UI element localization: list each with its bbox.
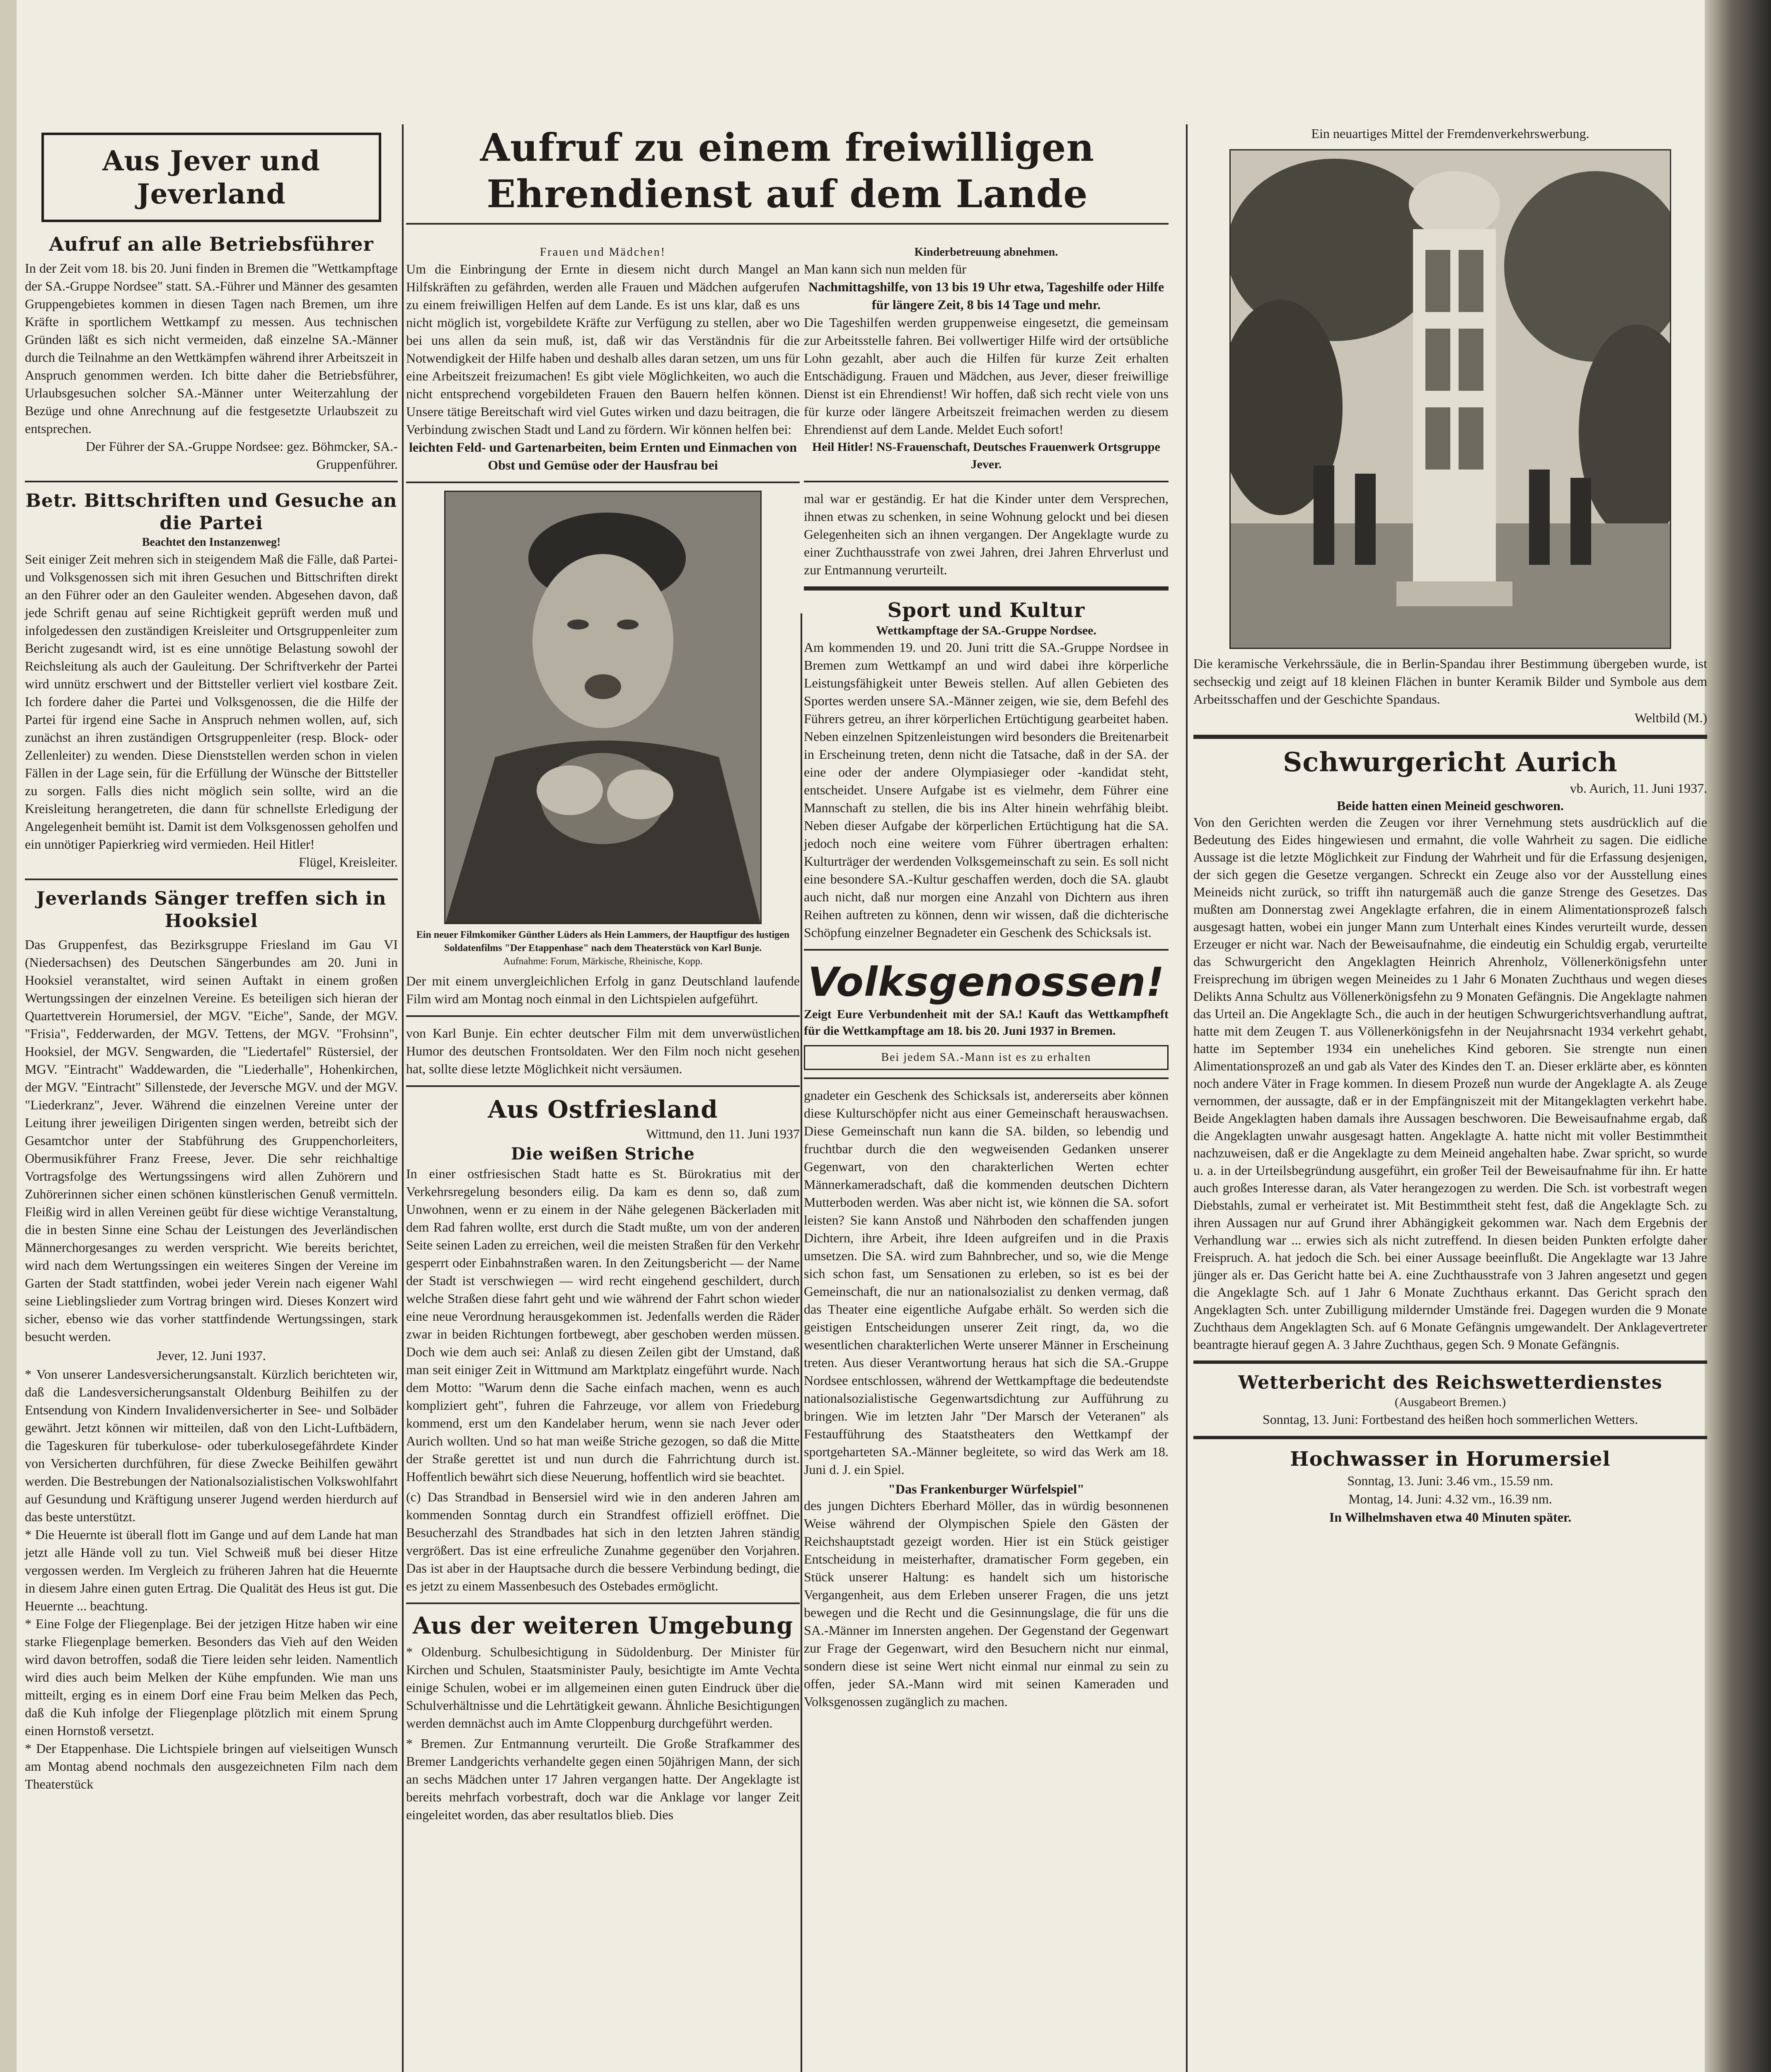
photo-title: Ein neuartiges Mittel der Fremdenverkehrswerbung. [1311,126,1590,141]
article-body: mal war er geständig. Er hat die Kinder unter dem Versprechen, ihnen etwas zu schenken, in seine Wohnung gelockt und bei diesen Gelegenheiten sich an ihnen vergangen. Der Angeklagte wurde zu einer Zuchthausstrafe von zwei Jahren, drei Jahren Ehrverlust und zur Entmannung verurteilt. [804,491,1169,577]
section-header: Aus Jever und Jeverland [102,145,320,210]
divider [804,1077,1169,1079]
advert-box [804,1045,1169,1070]
divider [406,1085,800,1087]
article-body: * Oldenburg. Schulbesichtigung in Südoldenburg. Der Minister für Kirchen und Schulen, Staatsminister Pauly, besichtigte im Amte Vechta einige Schulen, wobei er im allgemeinen einen guten Eindruck über die Schulverhältnisse und die Lehrtätigkeit gewann. Ähnliche Besichtigungen werden demnächst auch im Amte Cloppenburg durchgeführt werden. [406,1644,800,1731]
column-1 [25,133,398,1793]
play-title: "Das Frankenburger Würfelspiel" [888,1481,1084,1496]
previous-page-edge [0,0,17,2072]
divider [804,949,1169,951]
article-body: von Karl Bunje. Ein echter deutscher Film mit dem unverwüstlichen Humor des deutschen Frontsoldaten. Wer den Film noch nicht gesehen hat, sollte diese letzte Möglichkeit nicht versäumen. [406,1026,800,1076]
article-body: Am kommenden 19. und 20. Juni tritt die SA.-Gruppe Nordsee in Bremen zum Wettkampf an und wird dabei ihre körperliche Leistungsfähigkeit unter Beweis stellen. Auf allen Gebieten des Sportes werden unsere SA.-Männer zeigen, wie sie, dem Befehl des Führers getreu, an ihrer körperlichen Ertüchtigung gearbeitet haben. Neben einzelnen Spitzenleistungen wird besonders die Breitenarbeit in Erscheinung treten, denn nicht die Tatsache, daß in der SA. der eine oder der andere Olympiasieger oder -kandidat steht, entscheidet. Unsere Aufgabe ist es vielmehr, dem Führer eine Mannschaft zu stellen, die bis ins Alter hinein wehrfähig bleibt. Neben dieser Aufgabe der körperlichen Ertüchtigung hat die SA. jedoch noch eine weitere vom Führer übertragen erhalten: Kulturträger der werdenden Volksgemeinschaft zu sein. Es soll nicht eine besondere SA.-Kultur geschaffen werden, doch die SA. glaubt auch nicht, daß nur morgen eine Anzahl von Dichtern aus ihren Reihen auftreten zu können, denn wir wissen, daß die dichterische Schöpfung einzelner Begnadeter ein Geschenk des Schicksals ist. [804,640,1169,940]
divider [406,1602,800,1604]
photo-credit: Aufnahme: Forum, Märkische, Rheinische, Kopp. [503,956,703,967]
section-header-box [41,133,381,222]
article-subtitle: Wettkampftage der SA.-Gruppe Nordsee. [876,624,1096,637]
article-title: Betr. Bittschriften und Gesuche an die Partei [25,490,397,534]
article-body: Das Gruppenfest, das Bezirksgruppe Friesland im Gau VI (Niedersachsen) des Deutschen Sängerbundes am 20. Juni in Hooksiel veranstaltet, wird seinen Auftakt in einem großen Wertungssingen der einzelnen Vereine. Es beteiligen sich hieran der Quartettverein Horumersiel, der MGV. "Eiche", Sande, der MGV. "Frisia", Fedderwarden, der MGV. Tettens, der MGV. "Frohsinn", Hooksiel, der MGV. Sengwarden, die "Liedertafel" Rüstersiel, der MGV. "Eintracht" Waddewarden, die "Liederhalle", Hohenkirchen, der MGV. "Eintracht" Sillenstede, der Jeversche MGV. und der MGV. "Liederkranz", Jever. Während die einzelnen Vereine unter der Leitung ihrer jeweiligen Dirigenten singen werden, betreibt sich der Gesamtchor unter der Stabführung des Gruppenchorleiters, Obermusikführer Franz Freese, Jever. Die sehr reichhaltige Vortragsfolge des Wertungssingens wird allen Zuhörern und Zuhörerinnen sicher einen schönen künstlerischen Genuß vermitteln. Fleißig wird in allen Vereinen geübt für diese wichtige Veranstaltung, die in besten Sinne eine Schau der Leistungen des Jeverländischen Männerchorgesanges zu werden verspricht. Wie bereits berichtet, wird nach dem Wertungssingen ein weiteres Singen der Vereine im Garten der Stadt stattfinden, wobei jeder Verein nach eigener Wahl seine Lieblingslieder zum Vortrag bringen wird. Dieses Konzert wird sicher, ebenso wie das vorher stattfindende Wertungssingen, stark besucht werden. [25,937,398,1344]
column-4 [1193,124,1707,1526]
article-body: gnadeter ein Geschenk des Schicksals ist, andererseits aber können diese Kulturschöpfer nicht aus einer Gemeinschaft herauswachsen. Diese Gemeinschaft nun kann die SA. bilden, so lebendig und fruchtbar durch die den wegweisenden Gedanken unserer Gegenwart, von den charakterlichen Werten echter Männerkameradschaft, daß die kommenden deutschen Dichtern Mutterboden werden. Was aber nicht ist, wie können die SA. sofort leisten? Sie kann Anstoß und Nährboden den schaffenden jungen Dichtern, ihre Arbeit, ihre Ideen aufgreifen und in die Praxis umsetzen. Die SA. wird zum Bahnbrecher, und so, wie die Menge sich schon fast, um Sensationen zu erleben, so ist es bei der Gemeinschaft, die nur an nationalsozialist zu denken vermag, daß das Theater eine eigentliche Aufgabe erhält. So werden sich die geistigen Entscheidungen unserer Zeit ringt, da, wo die wesentlichen charakterlichen Werte unserer Männer in Erscheinung treten. Aus dieser Verantwortung heraus hat sich die SA.-Gruppe Nordsee entschlossen, während der Wettkampftage die bedeutendste nationalsozialistische Gegenwartsdichtung zur Aufführung zu bringen. Wie im letzten Jahr "Der Marsch der Veteranen" als Festaufführung des Staatstheaters den Wettkampf der sportgeharteten SA.-Männer begleitete, so wird das Werk am 18. Juni d. J. ein Spiel. [804,1088,1169,1477]
article-body: * Von unserer Landesversicherungsanstalt. Kürzlich berichteten wir, daß die Landesversicherungsanstalt Oldenburg Beihilfen zu der Entsendung von Kindern Invalidenversicherter in See- und Solbäder gewährt. Jetzt können wir mitteilen, daß von den Licht-Luftbädern, die Tageskuren für tuberkulose- oder tuberkulosegefährdete Kinder von Versicherten durchführen, für diese Zwecke Beihilfen gewährt werden. Die Bestrebungen der Nationalsozialistischen Volkswohlfahrt auf Gesundung und Kräftigung unserer Jugend werden hierdurch auf das beste unterstützt. [25,1367,398,1524]
column-photo [1229,149,1671,649]
tide-line: Sonntag, 13. Juni: 3.46 vm., 15.59 nm. [1347,1473,1553,1488]
advert-body: Zeigt Eure Verbundenheit mit der SA.! Kauft das Wettkampfheft für die Wettkampftage am 18. bis 20. Juni 1937 in Bremen. [804,1007,1169,1038]
divider [25,879,398,880]
article-body: Von den Gerichten werden die Zeugen vor ihrer Vernehmung stets ausdrücklich auf die Bedeutung des Eides hingewiesen und ermahnt, die volle Wahrheit zu sagen. Die eidliche Aussage ist die letzte Möglichkeit zur Findung der Wahrheit und für die Erfassung desjenigen, der sich gegen die Gesetze vergangen. Schreckt ein Zeuge also vor der Ausstellung eines Meineids nicht zurück, so trifft ihn naturgemäß auch die ganze Strenge des Gesetzes. Das mußten am Donnerstag zwei Angeklagte erfahren, die in einem Alimentationsprozeß falsch ausgesagt hatten, wobei ein junger Mann zum Unterhalt eines Kindes verurteilt wurde, dessen Erzeuger er nicht war. Nach der Beweisaufnahme, die eindeutig ein Schuldig ergab, verurteilte das Schwurgericht den Angeklagten Heinrich Ahrenholz, Völlenerkönigsfehn unter Freisprechung im übrigen wegen Meineides zu 1 Jahr 6 Monaten Zuchthaus und wegen dieses Delikts Anna Schultz aus Völlenerkönigsfehn zu 9 Monaten Gefängnis. Die Angeklagte nahmen das Urteil an. Die Angeklagte Sch., die auch in der heutigen Schwurgerichtsverhandlung auftrat, hatte mit dem Zeugen T. aus Völlenerkönigsfehn in der Neujahrsnacht 1934 verkehrt gehabt, hatte im September 1934 ein uneheliches Kind geboren. Sie strengte nun einen Alimentationsprozeß an und gab als Vater des Kindes den T. an. Dieser erklärte aber, es könnten noch andere Väter in Frage kommen. In diesem Prozeß nun wurde der Angeklagte A. als Zeuge vernommen, der aussagte, daß er in der Empfängniszeit mit der Mitangeklagten verkehrt habe. Beide Angeklagten haben damals ihre Aussagen beschworen. Die Beweisaufnahme ergab, daß die Angeklagten unwahr ausgesagt hatten. Angeklagte A. hatte nicht mit voller Bestimmtheit nachzuweisen, daß er die Angeklagte zu dem Meineid angehalten habe. Zwar spricht, so wurde u. a. in der Urteilsbegründung ausgeführt, ein großer Teil der Beweisaufnahme für ihn. Er hatte auch großes Interesse daran, als Vater herangezogen zu werden. Die Sch. ist vorbestraft wegen Diebstahls, zumal er verheiratet ist. Mit Bestimmtheit steht fest, daß die Angeklagte Sch. zu ihren Aussagen nur auf Grund ihrer Abhängigkeit gekommen war. Nach dem Ergebnis der Verhandlung war ... erwies sich als nicht zutreffend. In diesen beiden Punkten erfolgte daher Freispruch. A. hat jedoch die Sch. bei einer Aussage beeinflußt. Die Angeklagte war 13 Jahre jünger als er. Das Gericht hatte bei A. eine Zuchthausstrafe von 3 Jahren angesetzt und gegen die Angeklagte Sch. auf 1 Jahr 6 Monate Zuchthaus erkannt. Das Gericht sprach den Angeklagten Sch. unter Zubilligung mildernder Umstände frei. Dagegen wurden die 9 Monate Zuchthaus dem Angeklagten Sch. auf 6 Monate Gefängnis umgewandelt. Der Anklagevertreter beantragte hierauf gegen A. 3 Jahre Zuchthaus, gegen Sch. 9 Monate Gefängnis. [1193,815,1707,1352]
column-3 [804,244,1169,1711]
divider [1193,735,1707,739]
article-signature: Der Führer der SA.-Gruppe Nordsee: gez. Böhmcker, SA.-Gruppenführer. [85,439,398,472]
divider [804,481,1169,482]
section-title: Aus der weiteren Umgebung [412,1612,794,1639]
weather-subtitle: (Ausgabeort Bremen.) [1394,1395,1506,1409]
section-title: Aus Ostfriesland [488,1095,718,1123]
appeal-list: Nachmittagshilfe, von 13 bis 19 Uhr etwa, Tageshilfe oder Hilfe für längere Zeit, 8 bis 14 Tage und mehr. [808,279,1164,312]
photo-caption: Ein neuer Filmkomiker Günther Lüders als Hein Lammers, der Hauptfigur des lustigen Soldatenfilms "Der Etappenhase" nach dem Theaterstück von Karl Bunje. [416,929,790,954]
divider [406,223,1169,225]
appeal-subtitle: Kinderbetreuung abnehmen. [914,246,1058,259]
weather-title: Wetterbericht des Reichswetterdienstes [1238,1372,1662,1393]
main-headline-block [406,124,1169,230]
traffic-column-image [1231,150,1670,648]
appeal-intro: Frauen und Mädchen! [540,246,666,259]
photo-credit: Weltbild (M.) [1634,710,1707,725]
appeal-body: Man kann sich nun melden für [804,261,966,276]
column-rule [1186,124,1188,2072]
weather-body: Sonntag, 13. Juni: Fortbestand des heißen hoch sommerlichen Wetters. [1262,1412,1638,1427]
article-title: Schwurgericht Aurich [1283,747,1618,778]
soldier-portrait-image [445,492,760,923]
article-body: * Die Heuernte ist überall flott im Gange und auf dem Lande hat man jetzt alle Hände voll zu tun. Viel Schweiß muß bei dieser Hitze vergossen werden. Im Vergleich zu früheren Jahren hat die Heuernte in diesem Jahre einen guten Ertrag. Die Qualität des Heus ist gut. Die Heuernte ... beachtung. [25,1527,398,1613]
advert-headline: Volksgenossen! [808,959,1165,1005]
column-rule [801,613,802,2072]
article-signature: Flügel, Kreisleiter. [298,854,398,869]
article-title: Jeverlands Sänger treffen sich in Hooksiel [36,888,387,932]
divider [1193,1360,1707,1364]
tide-title: Hochwasser in Horumersiel [1290,1447,1611,1471]
film-photo [444,491,762,924]
article-body: des jungen Dichters Eberhard Möller, das in würdig besonnenen Weise während der Olympischen Spiele den Gästen der Reichshauptstadt gezeigt worden. Hier ist ein Stück geistiger Entscheidung in meisterhafter, dramatischer Form gegeben, ein Stück unserer Haltung: es handelt sich um historische Vergangenheit, aus dem Erleben unserer Fragen, die uns jetzt bewegen und die Recht und die Gesinnungslage, die für uns die SA.-Männer im Innersten angehen. Der Gegenstand der Gegenwart zur Frage der Gegenwart, wird den Besuchern nicht nur einmal, sondern diese ist seine Wert nicht einmal nur einmal zu sein zu offen, jeder SA.-Mann wird mit seinen Kameraden und Volksgenossen zugänglich zu machen. [804,1498,1169,1709]
article-body: * Der Etappenhase. Die Lichtspiele bringen auf vielseitigen Wunsch am Montag abend nochmals den ausgezeichneten Film nach dem Theaterstück [25,1741,398,1791]
divider [406,1015,800,1017]
article-body: In einer ostfriesischen Stadt hatte es St. Bürokratius mit der Verkehrsregelung besonders eilig. Da kam es denn so, daß zum Unwohnen, wenn er zu einem in der Nähe gelegenen Bäckerladen mit dem Rad fahren wollte, erst durch die Stadt mußte, um von der anderen Seite seinen Laden zu erreichen, weil die meisten Straßen für den Verkehr gesperrt oder Einbahnstraßen waren. In den Zeitungsbericht — der Name der Stadt ist verschwiegen — wird recht eingehend geschildert, durch welche Straßen diese fahrt geht und wie während der Fahrt schon wieder eine neue Verordnung herausgekommen ist. Jedenfalls werden die Räder zwar in beiden Richtungen fortbewegt, aber geschoben werden müssen. Doch wie dem auch sei: Anlaß zu diesen Zeilen gibt der Umstand, daß man seit einiger Zeit in Wittmund am Marktplatz eingeführt wurde. Nach dem Motto: "Warum denn die Sache einfach machen, wenn es auch kompliziert geht", fuhren die Fahrzeuge, vor allem von Friedeburg kommend, erst um den Kandelaber herum, wenn sie nach Jever oder Aurich wollten. Und so hat man weiße Striche gezogen, so daß die Mitte der Straße gerettet ist und nun durch die Fahrrichtung durch ist. Hoffentlich bewährt sich diese Neuerung, hoffentlich wird sie beachtet. [406,1166,800,1484]
section-title: Sport und Kultur [887,599,1085,622]
appeal-body: Die Tageshilfen werden gruppenweise eingesetzt, die gemeinsam zur Arbeitsstelle fahren. Bei vollwertiger Hilfe wird der ortsübliche Lohn gezahlt, aber auch die Hilfen für kurze Zeit erhalten Entschädigung. Frauen und Mädchen, aus Jever, dieser freiwillige Dienst ist ein Ehrendienst! Wir hoffen, daß sich recht viele von uns für kurze oder längere Arbeitszeit freimachen werden zu diesem Ehrendienst auf dem Lande. Meldet Euch sofort! [804,315,1169,437]
tide-line: Montag, 14. Juni: 4.32 vm., 16.39 nm. [1348,1491,1552,1506]
binding-edge [1705,0,1771,2072]
photo-caption: Die keramische Verkehrssäule, die in Berlin-Spandau ihrer Bestimmung übergeben wurde, ist sechseckig und zeigt auf 18 kleinen Flächen in bunter Keramik Bilder und Symbole aus dem Arbeitsschaffen und der Geschichte Spandaus. [1193,656,1707,707]
tide-line: In Wilhelmshaven etwa 40 Minuten später. [1329,1510,1572,1525]
dateline: vb. Aurich, 11. Juni 1937. [1570,781,1707,796]
divider [406,482,800,483]
appeal-body: Um die Einbringung der Ernte in diesem nicht durch Mangel an Hilfskräften zu gefährden, werden alle Frauen und Mädchen aufgerufen zu einem freiwilligen Helfen auf dem Lande. Es ist uns klar, daß es uns nicht möglich ist, vorgebildete Kräfte zur Verfügung zu stellen, aber wo bei uns allen da sein muß, ist, daß wir das Verständnis für die Notwendigkeit der Hilfe haben und deshalb alles daran setzen, um uns für eine Arbeitszeit freizumachen! Es gibt viele Möglichkeiten, wo auch die nicht entsprechend vorgebildeten Frauen den Bauern helfen können. Unsere tätige Bereitschaft wird viel Gutes wirken und dazu beitragen, die Verbindung zwischen Stadt und Land zu fördern. Wir können helfen bei: [406,261,800,437]
article-body: In der Zeit vom 18. bis 20. Juni finden in Bremen die "Wettkampftage der SA.-Gruppe Nordsee" statt. SA.-Führer und Männer des gesamten Gruppengebietes kommen in diesen Tagen nach Bremen, um ihre Kräfte in sportlichem Wettkampf zu messen. Aus technischen Gründen läßt es sich nicht vermeiden, daß einzelne SA.-Männer durch die Teilnahme an den Wettkämpfen während ihrer Arbeitszeit in Anspruch genommen werden. Ich bitte daher die Betriebsführer, Urlaubsgesuchen solcher SA.-Männer unter Weiterzahlung der Bezüge und ohne Anrechnung auf die festgesetzte Urlaubszeit zu entsprechen. [25,261,398,436]
article-body: (c) Das Strandbad in Bensersiel wird wie in den anderen Jahren am kommenden Sonntag durch ein Strandfest offiziell eröffnet. Die Besucherzahl des Strandbades hat sich in den letzten Jahren ständig vergrößert. Das ist eine erfreuliche Zunahme gegenüber den Vorjahren. Das ist aber in der Hauptsache durch die bessere Verbindung bedingt, die es jetzt zu einem Massenbesuch des Ostebades ermöglicht. [406,1489,800,1593]
dateline: Wittmund, den 11. Juni 1937 [646,1126,800,1141]
article-title: Aufruf an alle Betriebsführer [49,233,374,255]
column-rule [402,124,404,2072]
column-2 [406,244,800,1824]
dateline: Jever, 12. Juni 1937. [157,1348,266,1363]
divider [1193,1436,1707,1439]
article-body: * Eine Folge der Fliegenplage. Bei der jetzigen Hitze haben wir eine starke Fliegenplage bemerken. Besonders das Vieh auf den Weiden wird davon betroffen, sodaß die Tiere leiden sehr leiden. Namentlich wird dies auch beim Melken der Kühe empfunden. Wie man uns mitteilt, erging es in einem Dorf eine Frau beim Melken das Pech, daß die Kuh infolge der Fliegenplage plötzlich mit einem Sprung einen Hornstoß versetzt. [25,1616,398,1738]
divider [25,481,398,482]
article-body: * Bremen. Zur Entmannung verurteilt. Die Große Strafkammer des Bremer Landgerichts verhandelte gegen einen 50jährigen Mann, der sich an sechs Mädchen unter 17 Jahren vergangen hatte. Der Angeklagte ist bereits mehrfach vorbestraft, doch war die Anklage vor langer Zeit eingeleitet worden, das aber resultatlos blieb. Dies [406,1736,800,1822]
article-title: Die weißen Striche [511,1144,695,1164]
advert-box-text: Bei jedem SA.-Mann ist es zu erhalten [881,1051,1091,1064]
main-headline: Aufruf zu einem freiwilligen Ehrendienst auf dem Lande [480,125,1095,216]
article-body: Seit einiger Zeit mehren sich in steigendem Maß die Fälle, daß Partei- und Volksgenossen sich mit ihren Gesuchen und Bittschriften direkt an den Führer oder an den Gauleiter wenden. Abgesehen davon, daß jede Schrift genau auf seine Richtigkeit geprüft werden muß und infolgedessen den zuständigen Kreisleiter und Ortsgruppenleiter zum Bericht zugesandt wird, ist es eine unnötige Belastung sowohl der Reichsleitung als auch der Gauleitung. Der Schriftverkehr der Partei wird unnütz erschwert und der Bittsteller verliert viel kostbare Zeit. Ich fordere daher die Partei und Volksgenossen, die die Hilfe der Partei für irgend eine Sache in Anspruch nehmen wollen, auf, sich zunächst an ihren zuständigen Ortsgruppenleiter (resp. Block- oder Zellenleiter) zu wenden. Diese Dienststellen werden schon in vielen Fällen in der Lage sein, für die Erfüllung der Wünsche der Bittsteller zu sorgen. Falls dies nicht möglich sein sollte, wird an die Kreisleitung herangetreten, die dann für schnellste Erledigung der Angelegenheit bemüht ist. Damit ist dem Volksgenossen geholfen und ein unnötiger Papierkrieg wird vermieden. Heil Hitler! [25,552,398,852]
article-subtitle: Beide hatten einen Meineid geschworen. [1337,798,1564,813]
article-subtitle: Beachtet den Instanzenweg! [142,536,281,549]
article-body: Der mit einem unvergleichlichen Erfolg in ganz Deutschland laufende Film wird am Montag noch einmal in den Lichtspielen aufgeführt. [406,973,800,1006]
divider [804,586,1169,591]
appeal-list: leichten Feld- und Gartenarbeiten, beim Ernten und Einmachen von Obst und Gemüse oder der Hausfrau bei [409,440,797,472]
appeal-signature: Heil Hitler! NS-Frauenschaft, Deutsches Frauenwerk Ortsgruppe Jever. [812,440,1160,471]
